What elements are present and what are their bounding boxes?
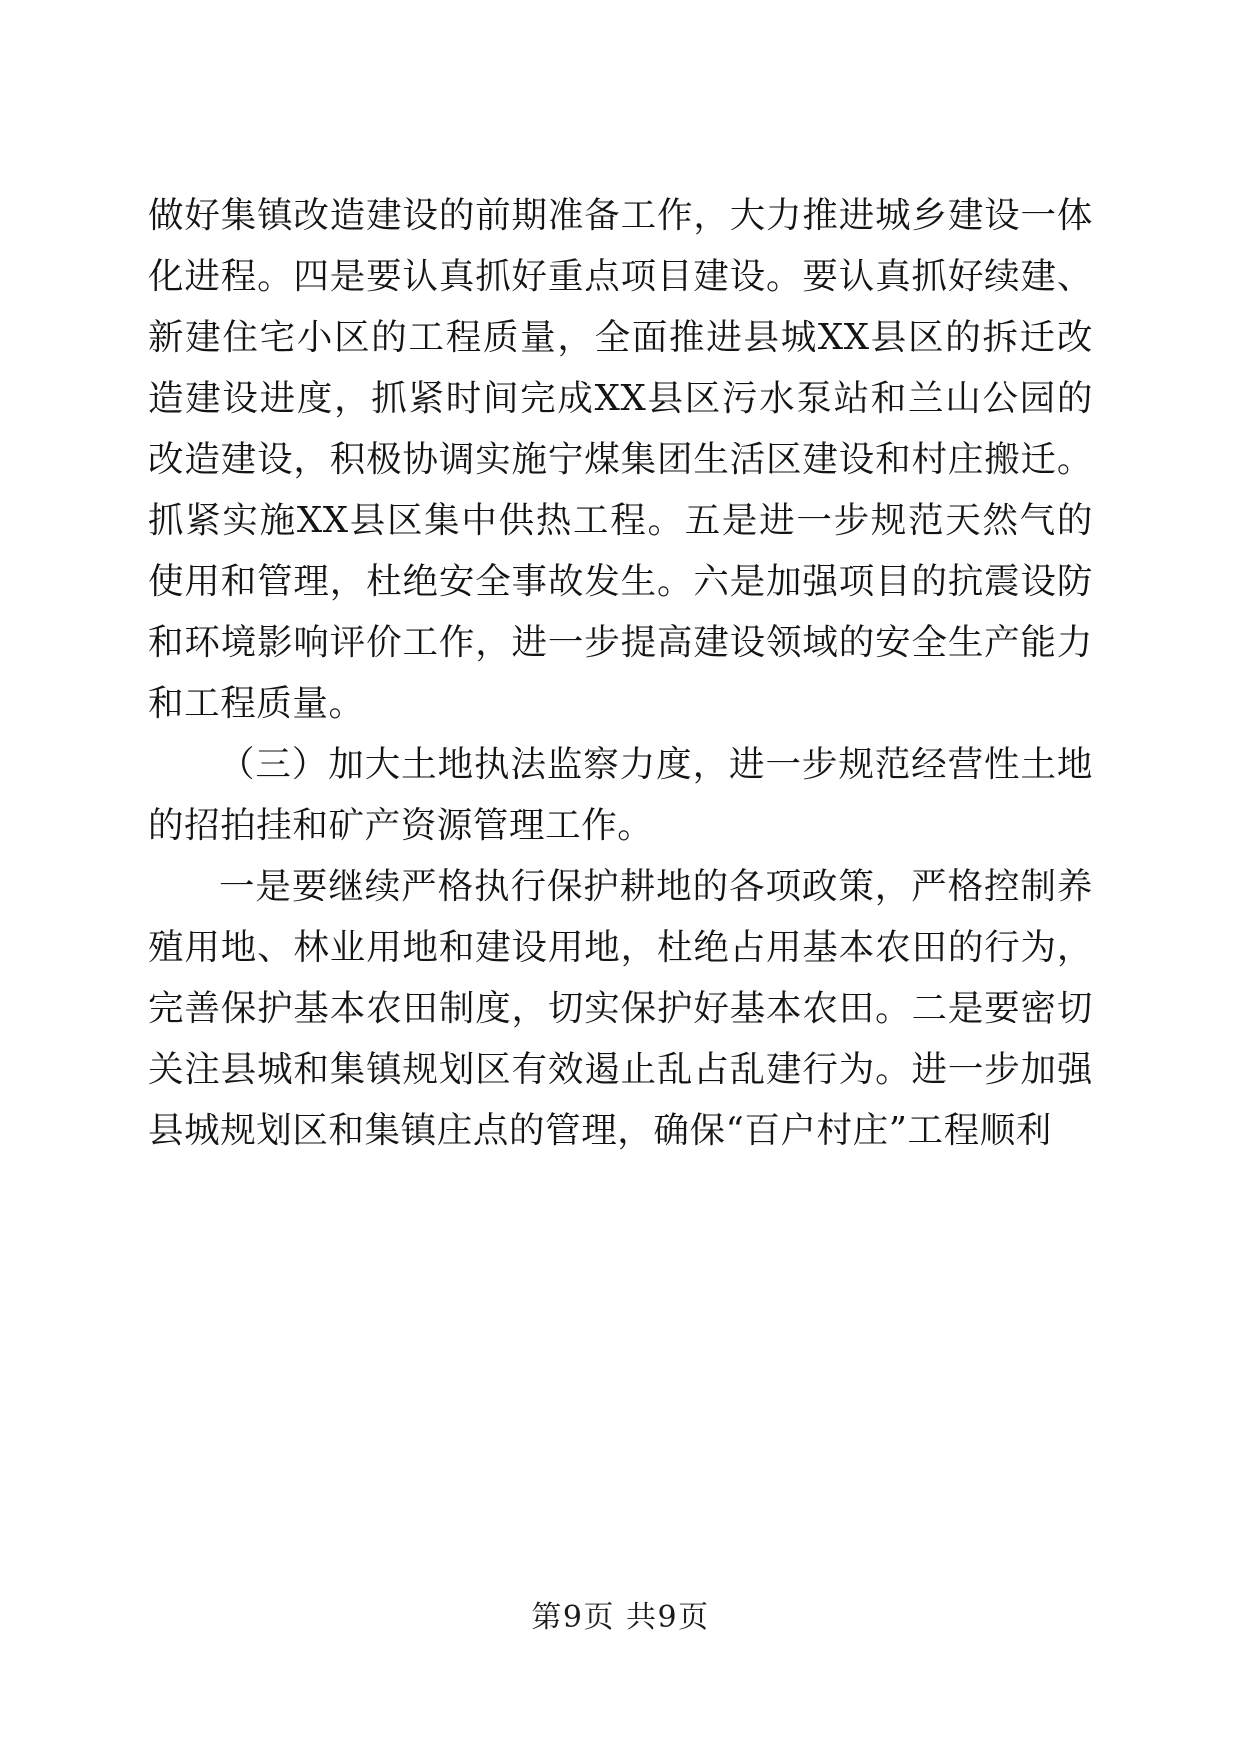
paragraph-1: 做好集镇改造建设的前期准备工作，大力推进城乡建设一体化进程。四是要认真抓好重点项目建设。要认真抓好续建、新建住宅小区的工程质量，全面推进县城XX县区的拆迁改造建设进度，抓紧时间完成XX县区污水泵站和兰山公园的改造建设，积极协调实施宁煤集团生活区建设和村庄搬迁。抓紧实施XX县区集中供热工程。五是进一步规范天然气的使用和管理，杜绝安全事故发生。六是加强项目的抗震设防和环境影响评价工作，进一步提高建设领域的安全生产能力和工程质量。 [148, 195, 1093, 724]
document-body [148, 185, 1093, 1161]
paragraph-2: （三）加大土地执法监察力度，进一步规范经营性土地的招拍挂和矿产资源管理工作。 [148, 744, 1093, 846]
page-footer: 第9页 共9页 [531, 1600, 710, 1635]
paragraph-3: 一是要继续严格执行保护耕地的各项政策，严格控制养殖用地、林业用地和建设用地，杜绝占用基本农田的行为，完善保护基本农田制度，切实保护好基本农田。二是要密切关注县城和集镇规划区有效遏止乱占乱建行为。进一步加强县城规划区和集镇庄点的管理，确保“百户村庄”工程顺利 [148, 866, 1093, 1151]
